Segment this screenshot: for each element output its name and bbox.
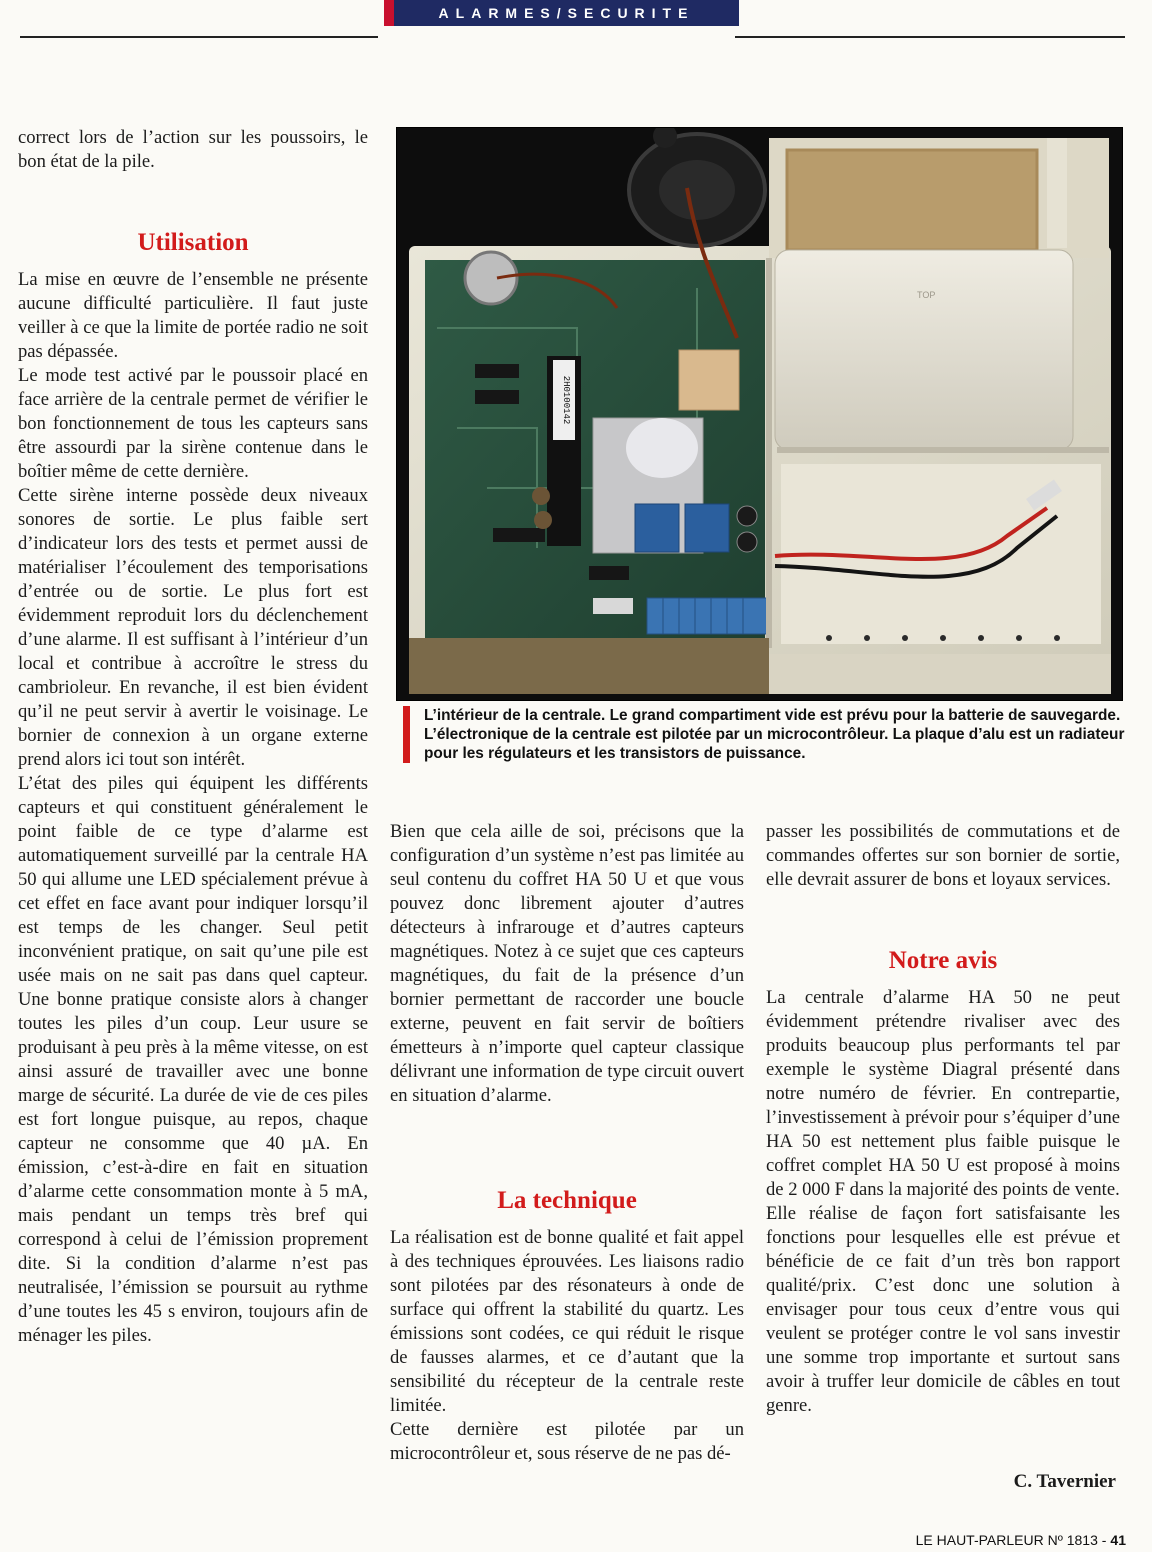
header-rule-right	[735, 36, 1125, 38]
column-3-top	[766, 820, 1120, 892]
relay	[685, 504, 729, 552]
column-1-body	[18, 268, 368, 1348]
body-paragraph: Cette dernière est pilotée par un microcontrôleur et, sous réserve de ne pas dé-	[390, 1419, 744, 1464]
body-paragraph: passer les possibilités de commutations et de commandes offertes sur son bornier de sortie, elle devrait assurer de bons et loyaux services.	[766, 821, 1120, 890]
chip-label: 2H0100142	[561, 375, 571, 425]
column-1-intro	[18, 126, 368, 174]
board-mark: TOP	[917, 290, 936, 300]
page-footer	[916, 1532, 1126, 1548]
body-paragraph: La mise en œuvre de l’ensemble ne présente aucune difficulté particulière. Il faut juste veiller à ce que la limite de portée radio ne soit pas dépassée.	[18, 269, 368, 362]
body-paragraph: La centrale d’alarme HA 50 ne peut évidemment prétendre rivaliser avec des produits beaucoup plus performants tel par exemple le système Diagral présenté dans notre numéro de février. En contrepartie, l’investissement à prévoir pour s’équiper d’une HA 50 est nettement plus faible puisque le coffret complet HA 50 U est proposé à moins de 2 000 F dans la majorité des points de vente.	[766, 987, 1120, 1200]
body-paragraph: Elle réalise de façon fort satisfaisante les fonctions pour lesquelles elle est prévue et bénéficie de ce fait d’un très bon rapport qualité/prix. C’est donc une solution à envisager pour tous ceux d’entre vous qui veulent se protéger contre le vol sans investir une somme trop importante et surtout sans avoir à truffer leur domicile de câbles en tout genre.	[766, 1203, 1120, 1416]
central-unit-illustration	[397, 128, 1122, 700]
header-rule-left	[20, 36, 378, 38]
body-paragraph: L’état des piles qui équipent les différents capteurs et qui constituent généralement le point faible de ce type d’alarme est automatiquement surveillé par la centrale HA 50 qui allume une LED spécialement prévue à cet effet en face avant pour indiquer lorsqu’il est temps de les changer. Seul petit inconvénient pratique, on sait qu’une pile est usée mais on ne sait pas dans quel capteur. Une bonne pratique consiste alors à changer toutes les piles d’un coup. Leur usure se produisant à peu près à la même vitesse, on est ainsi assuré de travailler avec une bonne marge de sécurité. La durée de vie de ces piles est fort longue puisque, au repos, chaque capteur ne consomme que 40 µA. En émission, c’est-à-dire en fait en situation d’alarme cette consommation monte à 5 mA, mais pendant un temps très bref qui correspond à celui de l’émission proprement dite. Si la condition d’alarme n’est pas neutralisée, l’émission se poursuit au rythme d’une toutes les 45 s environ, toujours afin de ménager les piles.	[18, 773, 368, 1346]
photo-caption: L’intérieur de la centrale. Le grand compartiment vide est prévu pour la batterie de sauvegarde. L’électronique de la centrale est pilotée par un microcontrôleur. La plaque d’alu est un radiateur pour les régulateurs et les transistors de puissance.	[403, 706, 1142, 763]
section-header-tab	[384, 0, 739, 26]
notre-avis-heading: Notre avis	[888, 947, 998, 974]
terminal-block	[647, 598, 767, 634]
relay	[635, 504, 679, 552]
magazine-issue: LE HAUT-PARLEUR Nº 1813 -	[915, 1532, 1107, 1548]
column-3-bottom	[766, 986, 1120, 1418]
body-paragraph: La réalisation est de bonne qualité et fait appel à des techniques éprouvées. Les liaisons radio sont pilotées par des résonateurs à onde de surface qui offrent la stabilité du quartz. Les émissions sont codées, ce qui réduit le risque de fausses alarmes, et ce d’autant que la sensibilité du récepteur de la centrale reste limitée.	[390, 1227, 744, 1416]
utilisation-heading: Utilisation	[137, 229, 249, 256]
author-signature: C. Tavernier	[1013, 1471, 1116, 1492]
body-paragraph: Bien que cela aille de soi, précisons que la configuration d’un système n’est pas limitée au seul contenu du coffret HA 50 U et que vous pouvez donc librement ajouter d’autres détecteurs à infrarouge et d’autres capteurs magnétiques. Notez à ce sujet que ces capteurs magnétiques, du fait de la présence d’un bornier permettant de raccorder une boucle externe, peuvent en fait servir de boîtiers émetteurs à n’importe quel capteur classique délivrant une information de type circuit ouvert en situation d’alarme.	[390, 821, 744, 1106]
technique-heading: La technique	[497, 1187, 637, 1214]
column-2-top	[390, 820, 744, 1108]
central-unit-photo	[396, 127, 1123, 701]
battery-compartment-cover	[775, 250, 1073, 450]
body-paragraph: Cette sirène interne possède deux niveaux sonores de sortie. Le plus faible sert d’indicateur lors des tests et permet aussi de matérialiser l’écoulement des temporisations d’entrée ou de sortie. Le plus fort est évidemment reproduit lors du déclenchement d’une alarme. Il est suffisant à l’intérieur d’un local et contribue à accroître le stress du cambrioleur. En revanche, il est bien évident qu’il ne peut servir à avertir le voisinage. Le bornier de connexion à un organe externe prend alors ici tout son intérêt.	[18, 485, 368, 770]
intro-paragraph: correct lors de l’action sur les poussoirs, le bon état de la pile.	[18, 127, 368, 172]
section-label: ALARMES/SECURITE	[438, 5, 695, 21]
page-number: 41	[1110, 1532, 1126, 1548]
column-2-bottom	[390, 1226, 744, 1466]
body-paragraph: Le mode test activé par le poussoir placé en face arrière de la centrale permet de vérifier le bon fonctionnement de tous les capteurs sans être assourdi par la sirène contenue dans le boîtier même de cette dernière.	[18, 365, 368, 482]
